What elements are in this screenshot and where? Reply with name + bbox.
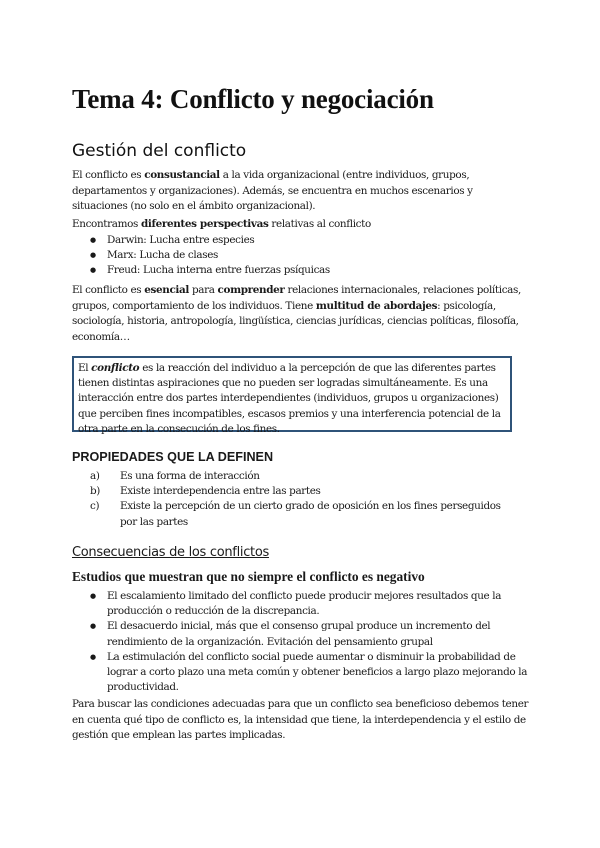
perspectives-list	[90, 233, 330, 279]
properties-list	[90, 469, 520, 530]
bold-term: comprender	[217, 284, 285, 296]
studies-heading: Estudios que muestran que no siempre el conflicto es negativo	[72, 569, 425, 584]
list-item: ● El escalamiento limitado del conflicto puede producir mejores resultados que la producción o reducción de la discrepancia.	[90, 589, 530, 619]
page-title: Tema 4: Conflicto y negociación	[72, 84, 434, 114]
list-item	[90, 484, 520, 499]
list-item-text: Existe interdependencia entre las partes	[120, 485, 321, 498]
section-heading: Gestión del conflicto	[72, 141, 247, 161]
list-marker: a)	[90, 470, 100, 482]
text-run: relaciones internacionales, relaciones políticas, grupos, comportamiento de los individuos. Tiene	[72, 284, 521, 312]
text-run: para	[189, 284, 218, 296]
list-marker: c)	[90, 500, 100, 513]
bold-term: multitud de abordajes	[315, 299, 438, 312]
text-run: a la vida organizacional (entre individuos, grupos, departamentos y organizaciones). Además, se encuentra en muchos escenarios y situaciones (no solo en el ámbito organizacional).	[72, 169, 473, 213]
text-run: El	[78, 362, 92, 374]
studies-list	[90, 589, 530, 695]
list-item: ● Marx: Lucha de clases	[90, 248, 330, 263]
list-item: ● El desacuerdo inicial, más que el consenso grupal produce un incremento del rendimiento de la organización. Evitación del pensamiento grupal	[90, 619, 530, 649]
consequences-heading: Consecuencias de los conflictos	[72, 545, 269, 560]
list-item-text: Es una forma de interacción	[120, 470, 260, 482]
paragraph-esencial	[72, 283, 530, 345]
list-item-text: Existe la percepción de un cierto grado de oposición en los fines perseguidos por las partes	[120, 500, 501, 528]
list-item: ● Darwin: Lucha entre especies	[90, 233, 330, 248]
properties-heading: PROPIEDADES QUE LA DEFINEN	[72, 450, 274, 464]
paragraph-consustancial	[72, 168, 530, 215]
paragraph-perspectives	[72, 217, 530, 233]
text-run: Encontramos	[72, 218, 141, 230]
list-item: ● Freud: Lucha interna entre fuerzas psíquicas	[90, 263, 330, 278]
text-run: es la reacción del individuo a la percepción de que las diferentes partes tienen distintas aspiraciones que no pueden ser logradas simultáneamente. Es una interacción entre dos partes interdependientes (individuos, grupos u organizaciones) que perciben fines incompatibles, escasos premios y una interferencia potencial de la otra parte en la consecución de los fines.	[78, 362, 501, 435]
bold-term: consustancial	[144, 169, 220, 181]
text-run: El conflicto es	[72, 169, 145, 181]
bold-term: diferentes perspectivas	[140, 218, 269, 230]
bold-term: esencial	[144, 284, 189, 296]
bold-term: conflicto	[91, 362, 140, 374]
list-marker: b)	[90, 485, 101, 498]
closing-paragraph: Para buscar las condiciones adecuadas para que un conflicto sea beneficioso debemos tener en cuenta qué tipo de conflicto es, la intensidad que tiene, la interdependencia y el estilo de gestión que emplean las partes implicadas.	[72, 698, 529, 742]
text-run: : psicología, sociología, historia, antropología, lingüística, ciencias jurídicas, ciencias políticas, filosofía, economía…	[72, 299, 519, 343]
text-run: El conflicto es	[72, 284, 145, 296]
definition-box	[72, 356, 512, 435]
text-run: relativas al conflicto	[268, 218, 371, 230]
list-item	[90, 499, 520, 529]
list-item: ● La estimulación del conflicto social puede aumentar o disminuir la probabilidad de lograr a corto plazo una meta común y obtener beneficios a largo plazo mejorando la productividad.	[90, 650, 530, 696]
list-item	[90, 469, 520, 484]
